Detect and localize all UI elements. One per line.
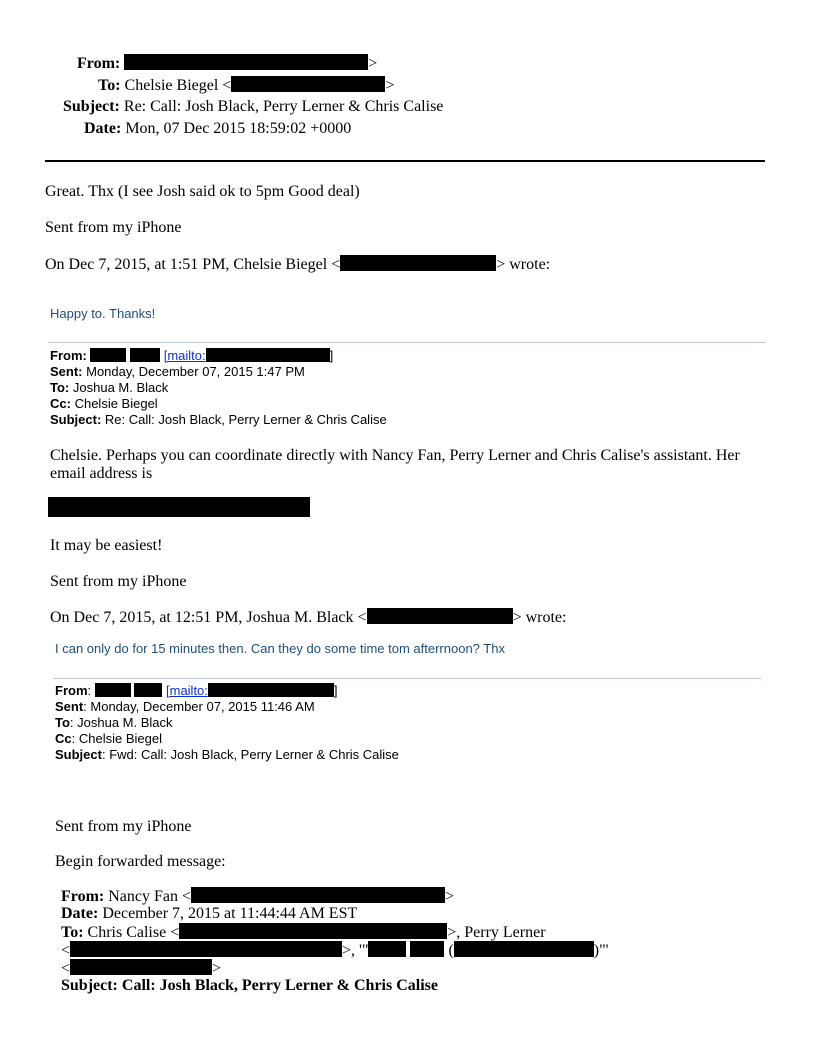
fwd-to-row-2: [61, 941, 609, 960]
reply1-sent-iphone: Sent from my iPhone: [50, 573, 187, 590]
fwd-to-row: [61, 923, 546, 942]
fwd-from: Nancy Fan <: [108, 888, 192, 905]
on-line-prefix: On Dec 7, 2015, at 12:51 PM, Joshua M. Black <: [50, 609, 367, 626]
header-close-angle: >: [385, 77, 395, 94]
reply2-to: : Joshua M. Black: [69, 715, 173, 730]
redaction-block: [134, 683, 162, 697]
redaction-block: [410, 941, 444, 957]
bracket-close: ]: [329, 348, 334, 363]
redaction-block: [70, 959, 212, 975]
header-from-label: From:: [77, 55, 121, 72]
reply1-text: Happy to. Thanks!: [50, 306, 156, 321]
reply2-to-label: To: [55, 715, 70, 730]
reply2-cc-label: Cc: [55, 731, 72, 746]
fwd-date-row: [61, 905, 357, 923]
body-on-line: [45, 255, 550, 274]
reply1-from-row: [50, 348, 333, 363]
header-from-row: [77, 54, 377, 73]
reply1-to: Joshua M. Black: [72, 380, 169, 395]
redaction-block: [208, 683, 334, 697]
redaction-block: [206, 348, 330, 362]
header-to-row: [98, 76, 394, 95]
reply2-from-label: From: [55, 683, 88, 698]
header-close-angle: >: [368, 55, 378, 72]
reply1-subject-label: Subject:: [50, 412, 102, 427]
fwd-date: December 7, 2015 at 11:44:44 AM EST: [102, 905, 358, 922]
reply1-subject-row: [50, 412, 387, 427]
paren-close: )"': [593, 942, 609, 959]
redaction-block: [124, 54, 368, 70]
on-line-suffix: > wrote:: [512, 609, 567, 626]
reply2-sent-iphone: Sent from my iPhone: [55, 818, 192, 835]
reply1-on-line: [50, 608, 566, 627]
header-date-label: Date:: [84, 120, 122, 137]
header-divider: [45, 160, 765, 162]
reply2-sent: : Monday, December 07, 2015 11:46 AM: [83, 699, 315, 714]
redaction-block: [367, 608, 513, 624]
reply1-sent-row: [50, 364, 305, 379]
fwd-to-label: To:: [61, 924, 84, 941]
header-subject-row: [63, 98, 443, 116]
reply2-cc-row: [55, 731, 162, 746]
fwd-from-label: From:: [61, 888, 105, 905]
reply2-sent-label: Sent: [55, 699, 84, 714]
reply2-sent-row: [55, 699, 315, 714]
reply1-to-label: To:: [50, 380, 70, 395]
reply1-divider: [48, 342, 766, 343]
reply1-from-label: From:: [50, 348, 87, 363]
reply2-mailto-link[interactable]: [mailto:: [166, 683, 208, 698]
header-date: Mon, 07 Dec 2015 18:59:02 +0000: [125, 120, 352, 137]
on-line-prefix: On Dec 7, 2015, at 1:51 PM, Chelsie Biegel <: [45, 256, 341, 273]
fwd-from-row: [61, 887, 454, 906]
reply1-sent: Monday, December 07, 2015 1:47 PM: [86, 364, 305, 379]
reply2-begin-forwarded: Begin forwarded message:: [55, 853, 226, 870]
header-date-row: [84, 120, 351, 138]
redaction-block: [340, 255, 496, 271]
lt: <: [61, 960, 71, 977]
reply1-cc: Chelsie Biegel: [74, 396, 158, 411]
colon: :: [87, 683, 92, 698]
paren-open: (: [448, 942, 454, 959]
reply1-easiest: It may be easiest!: [50, 537, 163, 554]
reply1-cc-row: [50, 396, 158, 411]
reply1-subject: Re: Call: Josh Black, Perry Lerner & Chris Calise: [104, 412, 387, 427]
reply1-to-row: [50, 380, 168, 395]
reply1-body-line1: Chelsie. Perhaps you can coordinate directly with Nancy Fan, Perry Lerner and Chris Calise's assistant. Her: [50, 447, 740, 464]
reply1-mailto-link[interactable]: [mailto:: [163, 348, 206, 363]
redaction-block: [48, 497, 310, 517]
redaction-block: [191, 887, 445, 903]
reply1-cc-label: Cc:: [50, 396, 71, 411]
lt: <: [61, 942, 71, 959]
fwd-to-row-3: [61, 959, 221, 978]
header-subject-label: Subject:: [63, 98, 120, 115]
redaction-block: [130, 348, 160, 362]
redaction-block: [95, 683, 131, 697]
redaction-block: [179, 923, 447, 939]
close-angle: >: [445, 888, 455, 905]
reply2-text: I can only do for 15 minutes then. Can they do some time tom afterrnoon? Thx: [55, 641, 505, 656]
fwd-subject: Subject: Call: Josh Black, Perry Lerner & Chris Calise: [61, 977, 438, 994]
redaction-block: [231, 76, 385, 92]
header-to-name: Chelsie Biegel <: [124, 77, 232, 94]
reply1-sent-label: Sent:: [50, 364, 83, 379]
close-angle: >: [212, 960, 222, 977]
reply2-divider: [53, 678, 761, 679]
redaction-block: [70, 941, 342, 957]
on-line-suffix: > wrote:: [496, 256, 551, 273]
header-subject: Re: Call: Josh Black, Perry Lerner & Chris Calise: [123, 98, 444, 115]
comma-quote: >, '": [342, 942, 369, 959]
reply2-cc: : Chelsie Biegel: [71, 731, 162, 746]
redaction-block: [368, 941, 406, 957]
redaction-block: [454, 941, 594, 957]
header-to-label: To:: [98, 77, 121, 94]
fwd-to-perry: >, Perry Lerner: [447, 924, 546, 941]
reply2-subject-row: [55, 747, 399, 762]
reply2-subject-label: Subject: [55, 747, 102, 762]
fwd-date-label: Date:: [61, 905, 99, 922]
reply2-from-row: [55, 683, 338, 698]
bracket-close: ]: [333, 683, 338, 698]
reply2-to-row: [55, 715, 173, 730]
redaction-block: [90, 348, 126, 362]
fwd-to: Chris Calise <: [87, 924, 180, 941]
reply2-subject: : Fwd: Call: Josh Black, Perry Lerner & Chris Calise: [101, 747, 399, 762]
body-line1: Great. Thx (I see Josh said ok to 5pm Good deal): [45, 183, 360, 200]
body-sent-iphone: Sent from my iPhone: [45, 219, 182, 236]
reply1-body-line2: email address is: [50, 465, 153, 482]
